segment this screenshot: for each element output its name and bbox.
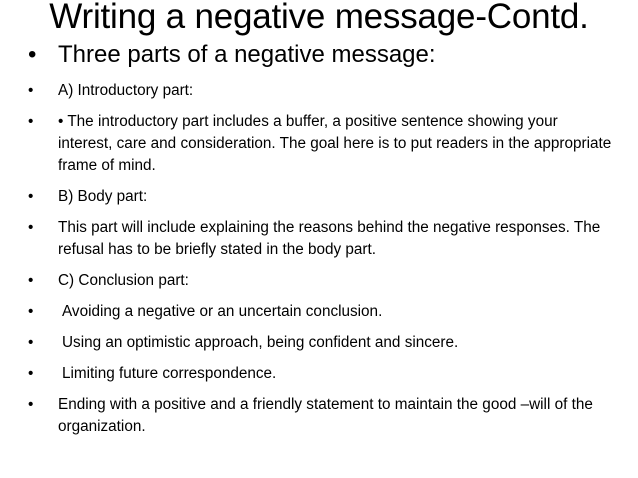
bullet-dot: • bbox=[28, 188, 34, 205]
bullet-item bbox=[28, 217, 613, 261]
bullet-item bbox=[28, 111, 613, 177]
bullet-item bbox=[28, 186, 613, 208]
bullet-item bbox=[28, 40, 613, 70]
bullet-item bbox=[28, 301, 613, 323]
bullet-dot: • bbox=[28, 219, 34, 236]
bullet-dot: • bbox=[28, 334, 34, 351]
slide-title: Writing a negative message-Contd. bbox=[49, 0, 589, 36]
bullet-item bbox=[28, 332, 613, 354]
bullet-text: Three parts of a negative message: bbox=[58, 41, 436, 68]
bullet-dot: • bbox=[28, 272, 34, 289]
bullet-list bbox=[28, 40, 613, 447]
bullet-text: B) Body part: bbox=[58, 188, 148, 205]
bullet-item bbox=[28, 80, 613, 102]
bullet-dot: • bbox=[28, 303, 34, 320]
bullet-text: A) Introductory part: bbox=[58, 82, 194, 99]
bullet-item bbox=[28, 270, 613, 292]
bullet-dot: • bbox=[28, 113, 34, 130]
bullet-item bbox=[28, 394, 613, 438]
bullet-dot: • bbox=[28, 365, 34, 382]
bullet-text: • The introductory part includes a buffer, a positive sentence showing your interest, care and consideration. The goal here is to put readers in the appropriate frame of mind. bbox=[58, 113, 612, 174]
bullet-text: Avoiding a negative or an uncertain conclusion. bbox=[62, 303, 383, 320]
bullet-dot: • bbox=[28, 82, 34, 99]
bullet-text: Using an optimistic approach, being confident and sincere. bbox=[62, 334, 459, 351]
bullet-dot: • bbox=[28, 396, 34, 413]
bullet-dot: • bbox=[28, 41, 37, 68]
bullet-text: This part will include explaining the reasons behind the negative responses. The refusal has to be briefly stated in the body part. bbox=[58, 219, 601, 258]
bullet-text: Ending with a positive and a friendly statement to maintain the good –will of the organization. bbox=[58, 396, 593, 435]
bullet-item bbox=[28, 363, 613, 385]
bullet-text: C) Conclusion part: bbox=[58, 272, 189, 289]
bullet-text: Limiting future correspondence. bbox=[62, 365, 277, 382]
